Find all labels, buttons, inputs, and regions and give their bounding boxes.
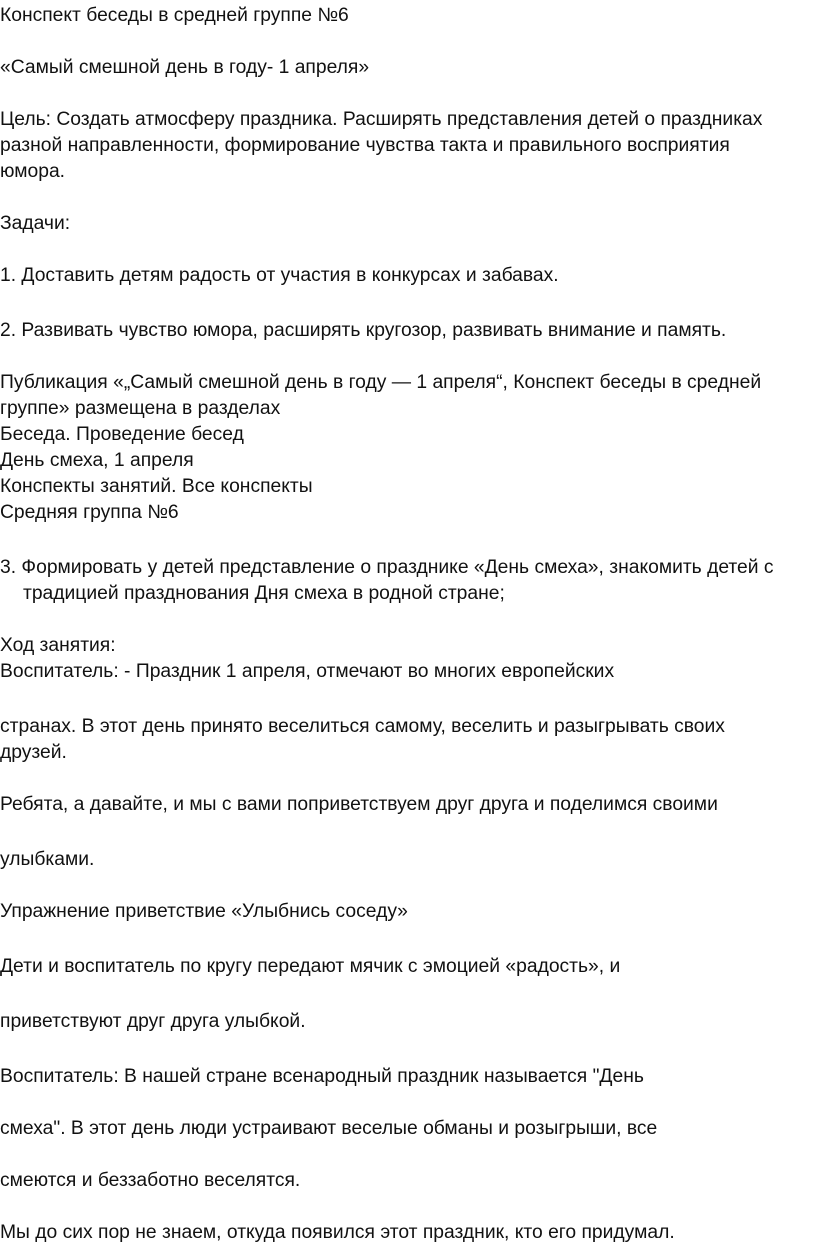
paragraph-line: смеются и беззаботно веселятся. bbox=[0, 1170, 301, 1191]
paragraph-line: Дети и воспитатель по кругу передают мячик с эмоцией «радость», и bbox=[0, 956, 621, 977]
task-item-3-line-2: традицией празднования Дня смеха в родной стране; bbox=[23, 583, 505, 604]
section-link-middle-group[interactable]: Средняя группа №6 bbox=[0, 502, 179, 523]
publication-line-2: группе» размещена в разделах bbox=[0, 398, 281, 419]
goal-line-2: разной направленности, формирование чувства такта и правильного восприятия bbox=[0, 135, 730, 156]
goal-line-1: Цель: Создать атмосферу праздника. Расширять представления детей о праздниках bbox=[0, 109, 763, 130]
publication-line-1: Публикация «„Самый смешной день в году — 1 апреля“, Конспект беседы в средней bbox=[0, 372, 762, 393]
paragraph-line: приветствуют друг друга улыбкой. bbox=[0, 1011, 306, 1032]
paragraph-line: Воспитатель: - Праздник 1 апреля, отмечают во многих европейских bbox=[0, 661, 615, 682]
task-item-2: 2. Развивать чувство юмора, расширять кругозор, развивать внимание и память. bbox=[0, 320, 727, 341]
paragraph-line: улыбками. bbox=[0, 849, 95, 870]
exercise-heading: Упражнение приветствие «Улыбнись соседу» bbox=[0, 901, 408, 922]
goal-line-3: юмора. bbox=[0, 161, 66, 182]
paragraph-line: друзей. bbox=[0, 742, 67, 763]
tasks-heading: Задачи: bbox=[0, 213, 71, 234]
task-item-1: 1. Доставить детям радость от участия в конкурсах и забавах. bbox=[0, 265, 559, 286]
section-link-laughter-day[interactable]: День смеха, 1 апреля bbox=[0, 450, 194, 471]
document-subtitle: «Самый смешной день в году- 1 апреля» bbox=[0, 57, 370, 78]
paragraph-line: смеха". В этот день люди устраивают веселые обманы и розыгрыши, все bbox=[0, 1118, 658, 1139]
paragraph-line: странах. В этот день принято веселиться самому, веселить и разыгрывать своих bbox=[0, 716, 725, 737]
section-link-conversation[interactable]: Беседа. Проведение бесед bbox=[0, 424, 244, 445]
paragraph-line: Мы до сих пор не знаем, откуда появился этот праздник, кто его придумал. bbox=[0, 1222, 675, 1243]
paragraph-line: Ребята, а давайте, и мы с вами поприветствуем друг друга и поделимся своими bbox=[0, 794, 718, 815]
lesson-heading: Ход занятия: bbox=[0, 635, 116, 656]
document-title: Конспект беседы в средней группе №6 bbox=[0, 5, 349, 26]
section-link-lesson-notes[interactable]: Конспекты занятий. Все конспекты bbox=[0, 476, 313, 497]
task-item-3-line-1: 3. Формировать у детей представление о празднике «День смеха», знакомить детей с bbox=[0, 557, 774, 578]
paragraph-line: Воспитатель: В нашей стране всенародный праздник называется "День bbox=[0, 1066, 644, 1087]
